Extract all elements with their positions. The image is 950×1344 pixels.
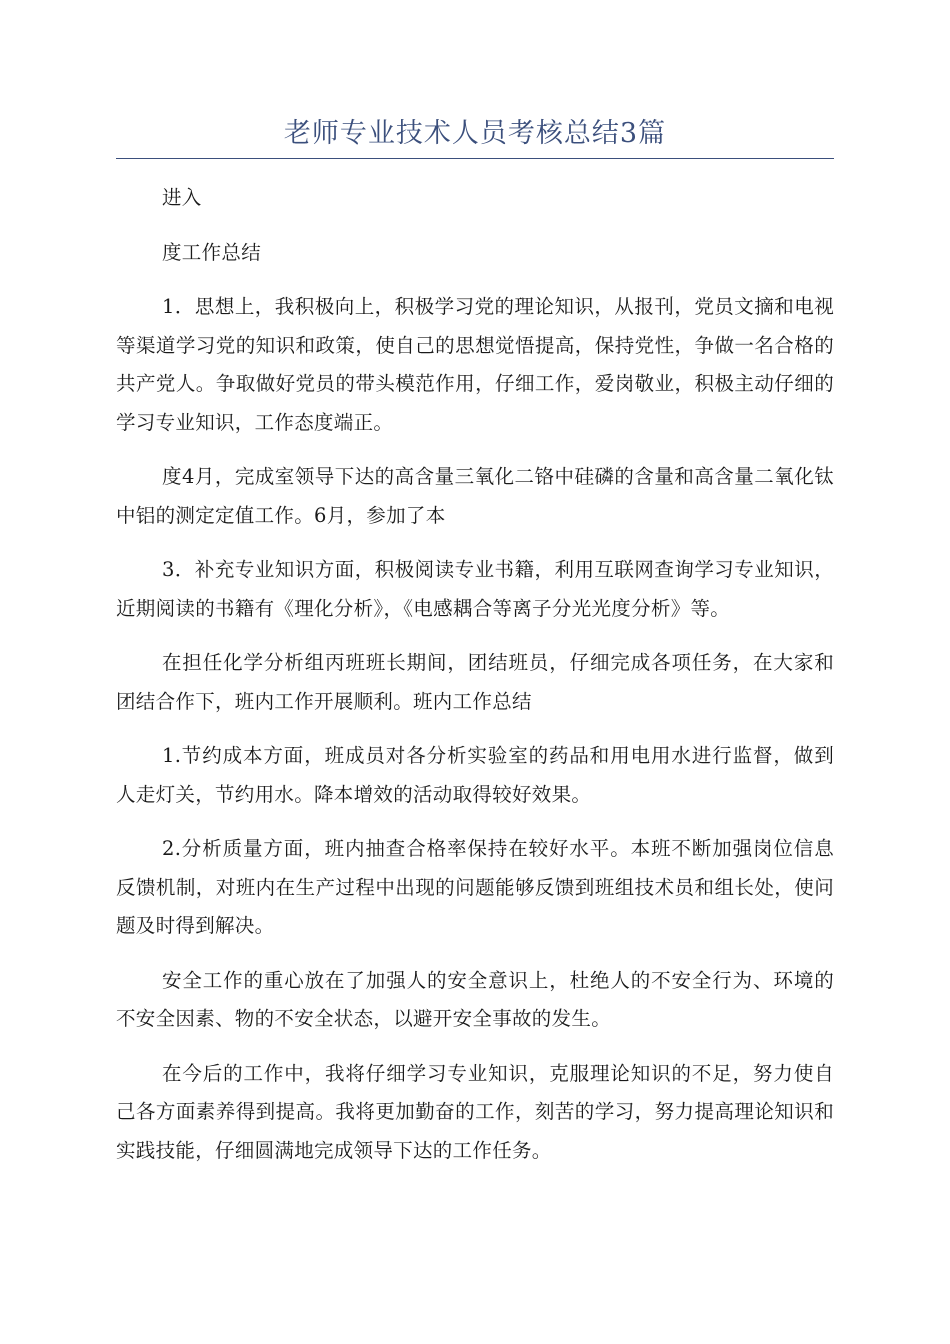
- paragraph: 1．思想上，我积极向上，积极学习党的理论知识，从报刊，党员文摘和电视等渠道学习党的知识和政策，使自己的思想觉悟提高，保持党性，争做一名合格的共产党人。争取做好党员的带头模范作用，仔细工作，爱岗敬业，积极主动仔细的学习专业知识，工作态度端正。: [116, 295, 834, 434]
- paragraph: 1.节约成本方面，班成员对各分析实验室的药品和用电用水进行监督，做到人走灯关，节约用水。降本增效的活动取得较好效果。: [116, 744, 834, 806]
- paragraph: 度4月，完成室领导下达的高含量三氧化二铬中硅磷的含量和高含量二氧化钛中铝的测定定值工作。6月，参加了本: [116, 465, 834, 527]
- paragraph: 在担任化学分析组丙班班长期间，团结班员，仔细完成各项任务，在大家和团结合作下，班内工作开展顺利。班内工作总结: [116, 651, 834, 713]
- paragraph: 安全工作的重心放在了加强人的安全意识上，杜绝人的不安全行为、环境的不安全因素、物的不安全状态，以避开安全事故的发生。: [116, 968, 834, 1030]
- paragraph: 度工作总结: [162, 240, 262, 264]
- document-page: [116, 108, 834, 1186]
- paragraph: 进入: [162, 186, 202, 209]
- document-title: 老师专业技术人员考核总结3篇: [283, 118, 667, 149]
- document-body: [116, 179, 834, 1170]
- paragraph: 3．补充专业知识方面，积极阅读专业书籍，利用互联网查询学习专业知识，近期阅读的书籍有《理化分析》，《电感耦合等离子分光光度分析》等。: [116, 558, 834, 620]
- paragraph: 2.分析质量方面，班内抽查合格率保持在较好水平。本班不断加强岗位信息反馈机制，对班内在生产过程中出现的问题能够反馈到班组技术员和组长处，使问题及时得到解决。: [116, 837, 834, 937]
- paragraph: 在今后的工作中，我将仔细学习专业知识，克服理论知识的不足，努力使自己各方面素养得到提高。我将更加勤奋的工作，刻苦的学习，努力提高理论知识和实践技能，仔细圆满地完成领导下达的工作任务。: [116, 1061, 834, 1162]
- title-underline: [116, 158, 834, 159]
